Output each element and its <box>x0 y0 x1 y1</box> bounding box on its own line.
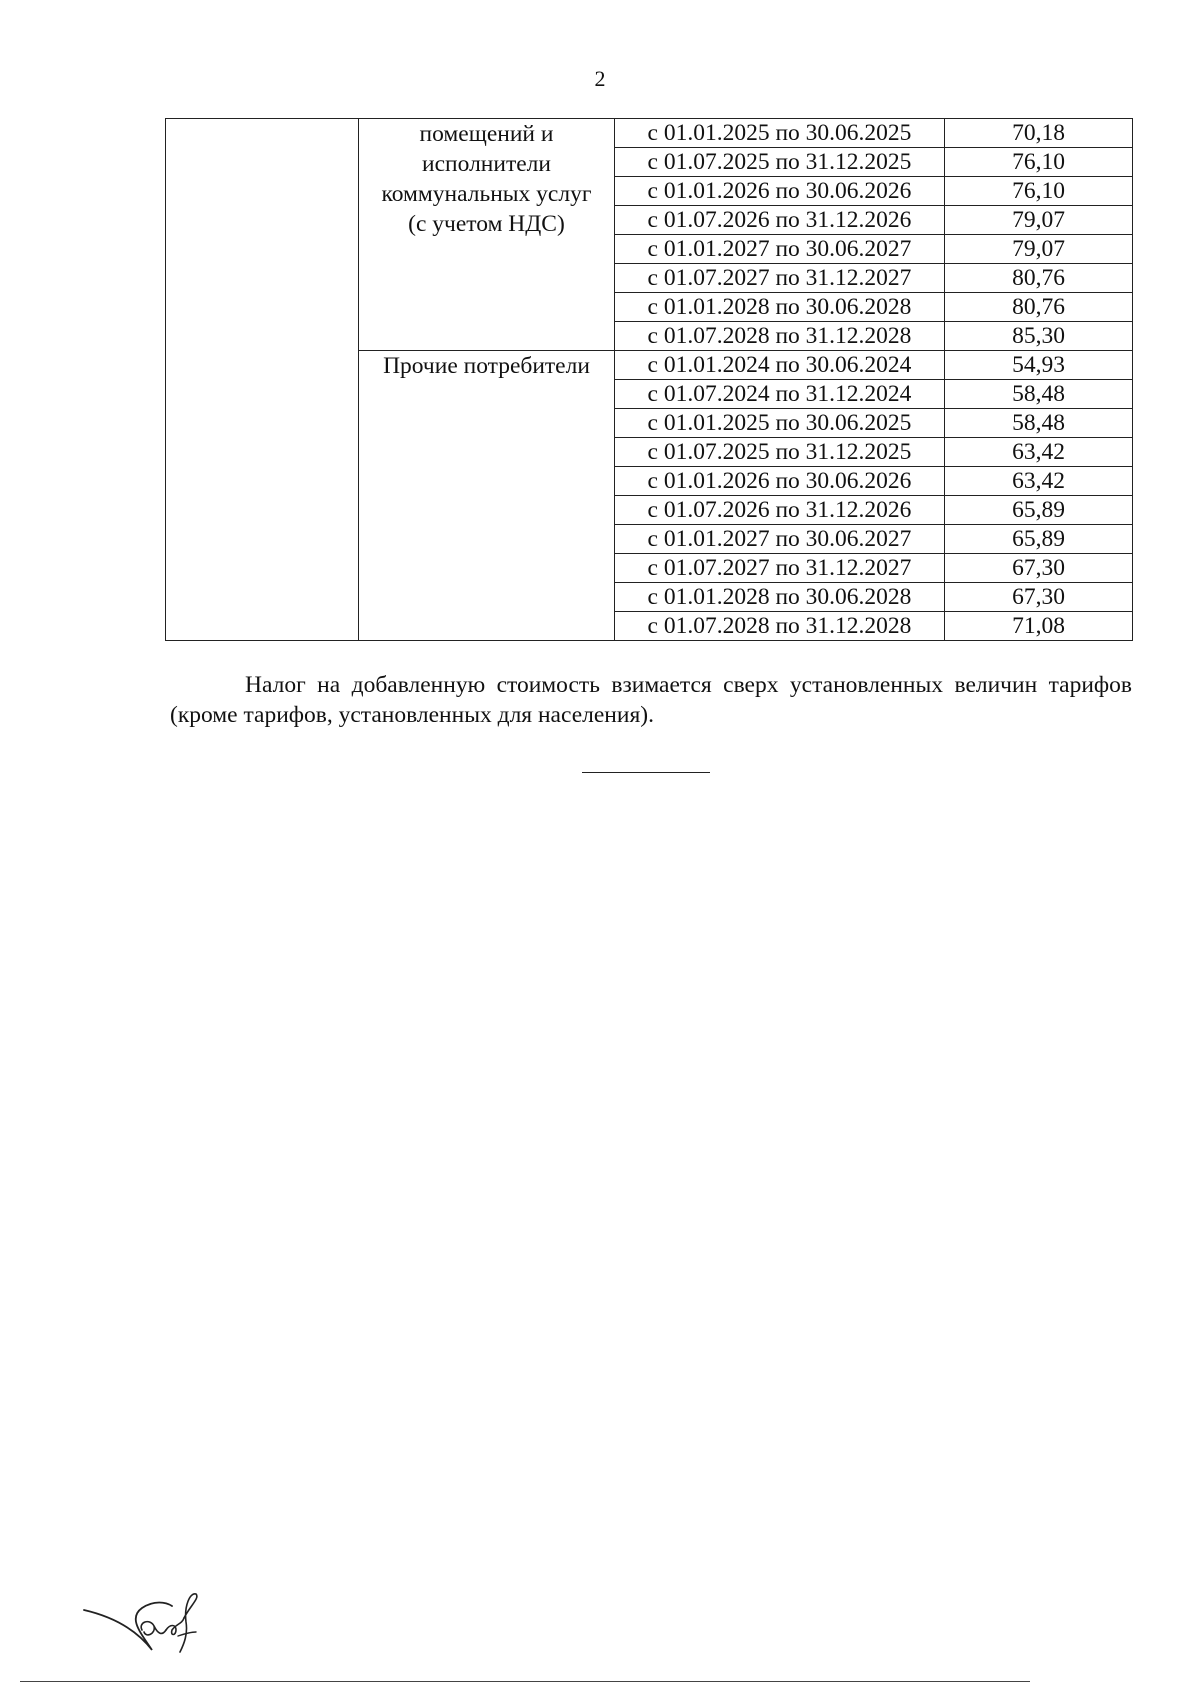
period-cell: с 01.07.2025 по 31.12.2025 <box>615 148 945 177</box>
tariff-value-cell: 80,76 <box>945 293 1133 322</box>
handwritten-signature <box>80 1588 210 1658</box>
tariff-value-cell: 70,18 <box>945 119 1133 148</box>
tariff-value-cell: 67,30 <box>945 554 1133 583</box>
consumer-category-line: помещений и <box>419 121 554 147</box>
period-cell: с 01.07.2024 по 31.12.2024 <box>615 380 945 409</box>
period-cell: с 01.01.2026 по 30.06.2026 <box>615 177 945 206</box>
tariff-value-cell: 67,30 <box>945 583 1133 612</box>
bottom-rule <box>20 1681 1030 1682</box>
period-cell: с 01.01.2028 по 30.06.2028 <box>615 583 945 612</box>
period-cell: с 01.01.2025 по 30.06.2025 <box>615 119 945 148</box>
period-cell: с 01.07.2028 по 31.12.2028 <box>615 612 945 641</box>
tariff-value-cell: 54,93 <box>945 351 1133 380</box>
tariff-value-cell: 80,76 <box>945 264 1133 293</box>
tariff-value-cell: 71,08 <box>945 612 1133 641</box>
tariff-table <box>165 118 1133 641</box>
tariff-value-cell: 58,48 <box>945 380 1133 409</box>
end-divider <box>582 772 710 773</box>
period-cell: с 01.07.2028 по 31.12.2028 <box>615 322 945 351</box>
table-row <box>166 119 1133 148</box>
tariff-value-cell: 63,42 <box>945 438 1133 467</box>
organization-cell <box>166 119 359 641</box>
vat-note: Налог на добавленную стоимость взимается сверх установленных величин тарифов (кроме тарифов, установленных для населения). <box>170 671 1132 728</box>
period-cell: с 01.01.2027 по 30.06.2027 <box>615 525 945 554</box>
period-cell: с 01.07.2025 по 31.12.2025 <box>615 438 945 467</box>
tariff-value-cell: 65,89 <box>945 525 1133 554</box>
consumer-category-cell <box>359 119 615 351</box>
consumer-category-line: исполнители <box>422 151 551 177</box>
period-cell: с 01.07.2027 по 31.12.2027 <box>615 264 945 293</box>
tariff-value-cell: 85,30 <box>945 322 1133 351</box>
period-cell: с 01.07.2027 по 31.12.2027 <box>615 554 945 583</box>
period-cell: с 01.01.2028 по 30.06.2028 <box>615 293 945 322</box>
tariff-value-cell: 79,07 <box>945 235 1133 264</box>
tariff-value-cell: 76,10 <box>945 148 1133 177</box>
period-cell: с 01.01.2025 по 30.06.2025 <box>615 409 945 438</box>
consumer-category-line: (с учетом НДС) <box>408 211 565 237</box>
consumer-category-cell <box>359 351 615 641</box>
page-number: 2 <box>594 66 606 91</box>
tariff-value-cell: 63,42 <box>945 467 1133 496</box>
consumer-category-line: коммунальных услуг <box>381 181 592 207</box>
tariff-value-cell: 79,07 <box>945 206 1133 235</box>
tariff-value-cell: 65,89 <box>945 496 1133 525</box>
period-cell: с 01.01.2027 по 30.06.2027 <box>615 235 945 264</box>
period-cell: с 01.01.2026 по 30.06.2026 <box>615 467 945 496</box>
period-cell: с 01.07.2026 по 31.12.2026 <box>615 206 945 235</box>
period-cell: с 01.01.2024 по 30.06.2024 <box>615 351 945 380</box>
tariff-value-cell: 76,10 <box>945 177 1133 206</box>
period-cell: с 01.07.2026 по 31.12.2026 <box>615 496 945 525</box>
tariff-value-cell: 58,48 <box>945 409 1133 438</box>
consumer-category-line: Прочие потребители <box>383 353 590 379</box>
